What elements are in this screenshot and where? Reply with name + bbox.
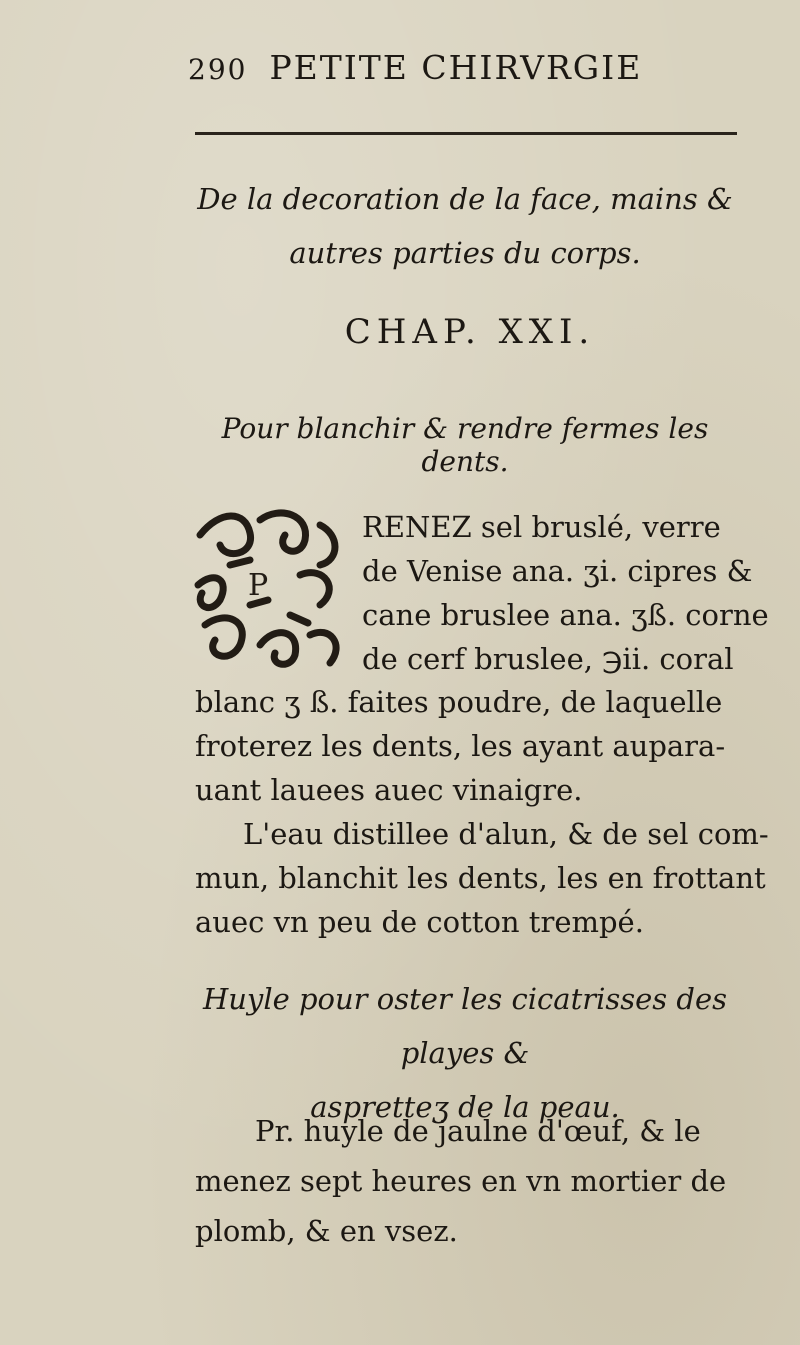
running-title: PETITE CHIRVRGIE — [269, 48, 643, 87]
subsection-title-2-line-2: aspretteʒ de la peau. — [310, 1090, 620, 1124]
running-header — [188, 48, 708, 98]
text-line: froterez les dents, les ayant aupara- — [195, 729, 726, 763]
section-title-line-1: De la decoration de la face, mains & — [197, 182, 733, 216]
header-rule — [195, 132, 737, 135]
text-line: blanc ʒ ß. faites poudre, de laquelle — [195, 685, 723, 719]
text-line: auec vn peu de cotton trempé. — [195, 905, 644, 939]
text-line: de Venise ana. ʒi. cipres & — [362, 554, 753, 588]
recipe-body — [195, 680, 769, 944]
text-line: uant lauees auec vinaigre. — [195, 773, 583, 807]
subsection-title: Pour blanchir & rendre fermes les dents. — [221, 412, 709, 478]
text-line: cane bruslee ana. ʒß. corne — [362, 598, 769, 632]
text-line: mun, blanchit les dents, les en frottant — [195, 861, 766, 895]
initial-letter: P — [248, 568, 269, 603]
section-title-line-2: autres parties du corps. — [289, 236, 641, 270]
text-line: menez sept heures en vn mortier de — [195, 1164, 727, 1198]
text-line: de cerf bruslee, ℈ii. coral — [362, 642, 734, 676]
subsection-title-2-line-1: Huyle pour oster les cicatrisses des playes & — [202, 982, 728, 1070]
section-title — [180, 172, 750, 280]
text-line: L'eau distillee d'alun, & de sel com- — [243, 817, 769, 851]
decorated-initial — [190, 505, 348, 675]
text-line: Pr. huyle de jaulne d'œuf, & le — [255, 1114, 701, 1148]
ornament-icon — [190, 505, 348, 675]
text-line: plomb, & en vsez. — [195, 1214, 458, 1248]
page-number: 290 — [188, 53, 248, 86]
opening-lines — [362, 505, 769, 681]
text-line: RENEZ sel bruslé, verre — [362, 510, 721, 544]
chapter-heading: CHAP. XXI. — [344, 312, 596, 352]
recipe-body-2 — [195, 1106, 760, 1256]
